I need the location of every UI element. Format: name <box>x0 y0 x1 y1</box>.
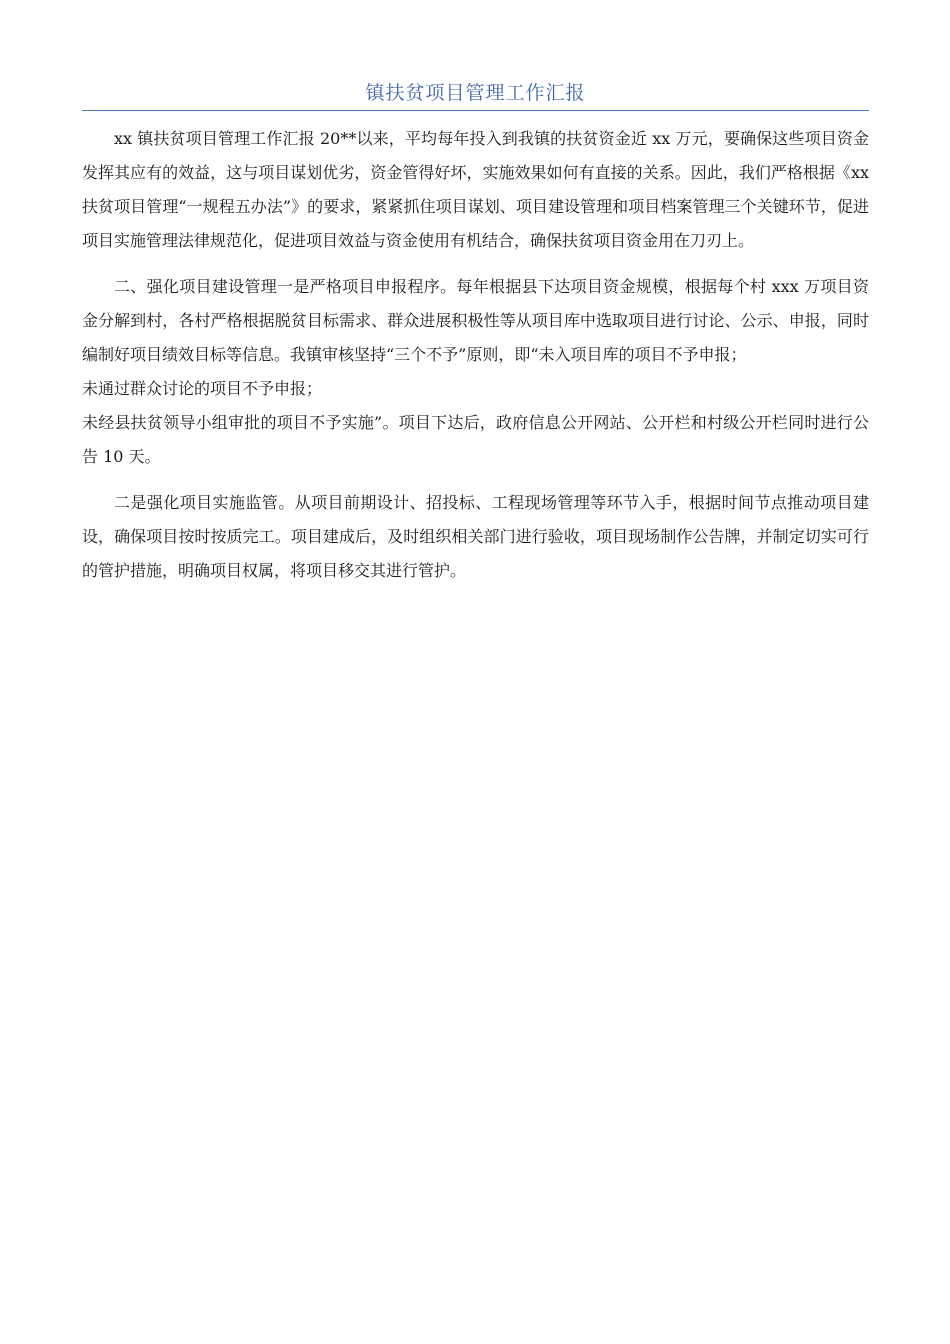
paragraph-section-two: 二、强化项目建设管理一是严格项目申报程序。每年根据县下达项目资金规模，根据每个村 xxx 万项目资金分解到村，各村严格根据脱贫目标需求、群众进展积极性等从项目库中选取项目进行讨论、公示、申报，同时编制好项目绩效目标等信息。我镇审核坚持“三个不予”原则，即“未入项目库的项目不予申报； <box>82 277 869 364</box>
paragraph-line-not-discussed: 未通过群众讨论的项目不予申报； <box>82 379 323 398</box>
paragraph-supervision: 二是强化项目实施监管。从项目前期设计、招投标、工程现场管理等环节入手，根据时间节点推动项目建设，确保项目按时按质完工。项目建成后，及时组织相关部门进行验收，项目现场制作公告牌，并制定切实可行的管护措施，明确项目权属，将项目移交其进行管护。 <box>82 493 869 580</box>
header-title: 镇扶贫项目管理工作汇报 <box>365 82 586 104</box>
page-header <box>82 78 869 111</box>
paragraph-intro: xx 镇扶贫项目管理工作汇报 20**以来，平均每年投入到我镇的扶贫资金近 xx 万元，要确保这些项目资金发挥其应有的效益，这与项目谋划优劣，资金管得好坏，实施效果如何有直接的关系。因此，我们严格根据《xx 扶贫项目管理“一规程五办法”》的要求，紧紧抓住项目谋划、项目建设管理和项目档案管理三个关键环节，促进项目实施管理法律规范化，促进项目效益与资金使用有机结合，确保扶贫项目资金用在刀刃上。 <box>82 129 869 250</box>
paragraph-gap <box>82 474 869 486</box>
paragraph-gap <box>82 258 869 270</box>
paragraph-line-not-approved: 未经县扶贫领导小组审批的项目不予实施”。项目下达后，政府信息公开网站、公开栏和村级公开栏同时进行公告 10 天。 <box>82 413 869 466</box>
document-body <box>82 122 869 588</box>
